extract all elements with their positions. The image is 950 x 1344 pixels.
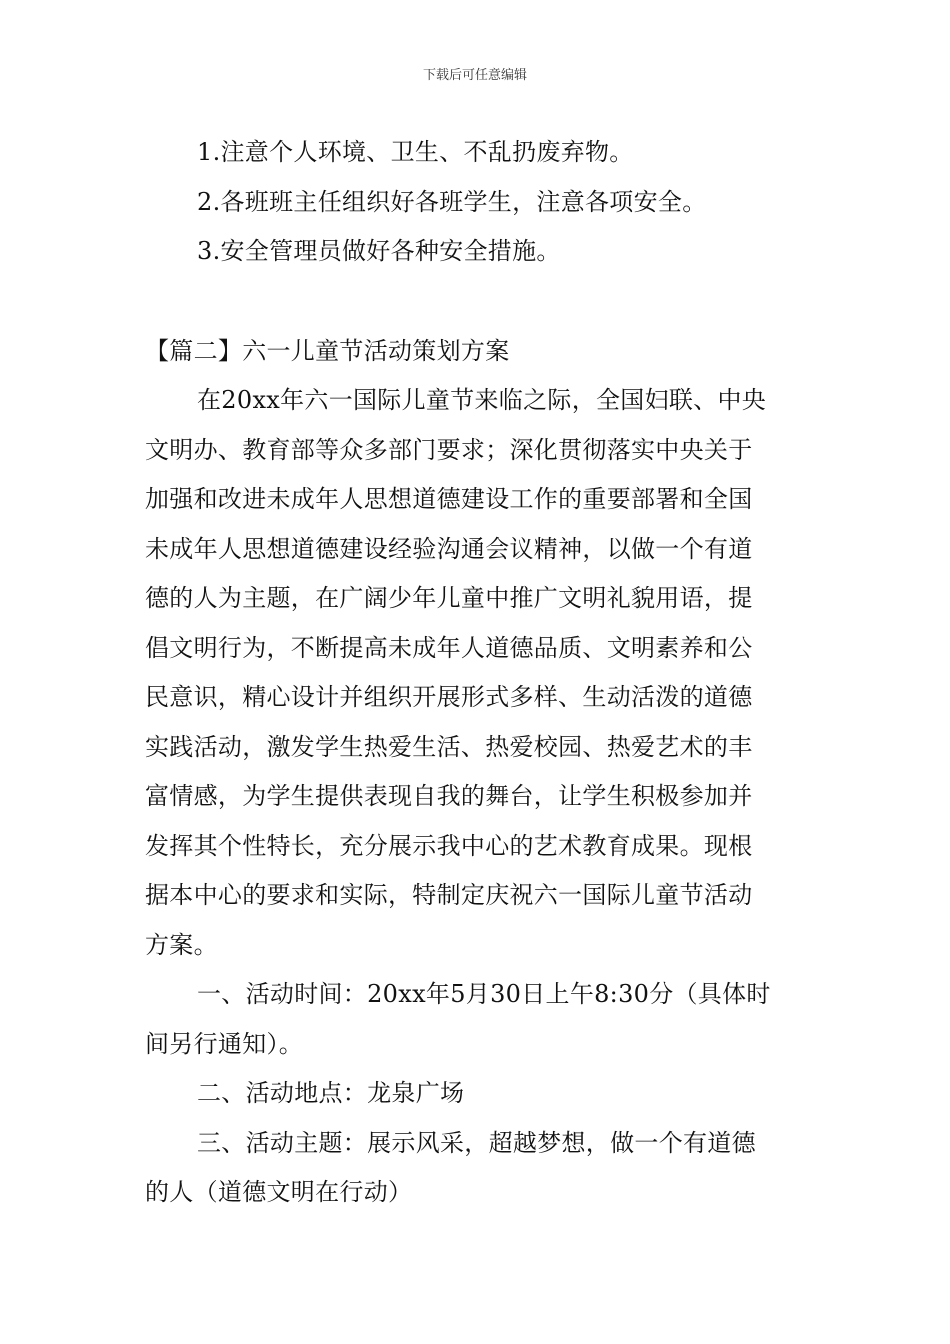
intro-line: 发挥其个性特长，充分展示我中心的艺术教育成果。现根	[145, 831, 753, 860]
intro-line: 文明办、教育部等众多部门要求；深化贯彻落实中央关于	[145, 435, 753, 464]
document-body	[145, 128, 810, 1218]
intro-line: 未成年人思想道德建设经验沟通会议精神，以做一个有道	[145, 534, 753, 563]
intro-line: 富情感，为学生提供表现自我的舞台，让学生积极参加并	[145, 782, 753, 810]
activity-theme-paragraph	[145, 1119, 810, 1218]
intro-line: 方案。	[145, 930, 218, 959]
activity-time-paragraph	[145, 970, 810, 1069]
activity-time-line: 一、活动时间：20xx年5月30日上午8:30分（具体时	[197, 980, 771, 1008]
activity-theme-line: 的人（道德文明在行动）	[145, 1178, 413, 1206]
activity-time-line: 间另行通知）。	[145, 1029, 304, 1058]
intro-line: 民意识，精心设计并组织开展形式多样、生动活泼的道德	[145, 683, 753, 711]
list-item-3: 3.安全管理员做好各种安全措施。	[197, 237, 561, 265]
intro-line: 在20xx年六一国际儿童节来临之际，全国妇联、中央	[197, 386, 767, 414]
intro-line: 倡文明行为，不断提高未成年人道德品质、文明素养和公	[145, 633, 753, 662]
section-title: 【篇二】六一儿童节活动策划方案	[145, 336, 510, 365]
list-item-1: 1.注意个人环境、卫生、不乱扔废弃物。	[197, 138, 634, 166]
page-header: 下载后可任意编辑	[422, 68, 527, 83]
intro-line: 加强和改进未成年人思想道德建设工作的重要部署和全国	[145, 485, 753, 513]
section-gap	[145, 277, 810, 327]
activity-place-line: 二、活动地点：龙泉广场	[197, 1079, 465, 1107]
activity-theme-line: 三、活动主题：展示风采，超越梦想，做一个有道德	[197, 1128, 756, 1157]
intro-line: 实践活动，激发学生热爱生活、热爱校园、热爱艺术的丰	[145, 732, 753, 761]
intro-line: 德的人为主题，在广阔少年儿童中推广文明礼貌用语，提	[145, 584, 753, 612]
intro-line: 据本中心的要求和实际，特制定庆祝六一国际儿童节活动	[145, 881, 753, 909]
list-item-2: 2.各班班主任组织好各班学生，注意各项安全。	[197, 187, 707, 216]
intro-paragraph	[145, 376, 810, 970]
